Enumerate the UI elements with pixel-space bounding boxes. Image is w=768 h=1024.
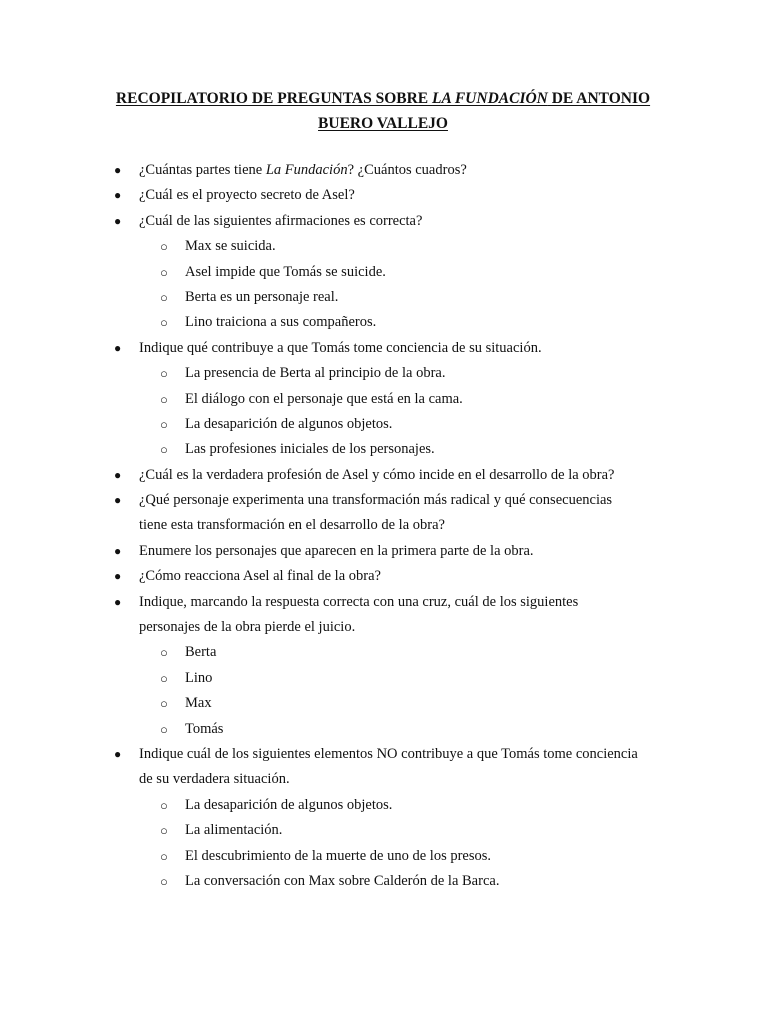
question-3-option: ○ Asel impide que Tomás se suicide. xyxy=(0,260,768,285)
question-9-option: ○ Lino xyxy=(0,666,768,691)
bullet-icon: ● xyxy=(114,543,122,558)
question-4-option: ○ Las profesiones iniciales de los personajes. xyxy=(0,437,768,462)
question-10-continuation: de su verdadera situación. xyxy=(139,771,290,788)
circle-bullet-icon: ○ xyxy=(160,289,168,305)
circle-bullet-icon: ○ xyxy=(160,366,168,382)
question-4-option: ○ La desaparición de algunos objetos. xyxy=(0,412,768,437)
bullet-icon: ● xyxy=(114,493,122,508)
question-10-option: ○ La alimentación. xyxy=(0,818,768,843)
question-3: ● ¿Cuál de las siguientes afirmaciones es correcta? xyxy=(0,209,768,234)
circle-bullet-icon: ○ xyxy=(160,721,168,737)
question-10-option: ○ La desaparición de algunos objetos. xyxy=(0,793,768,818)
question-6: ● ¿Qué personaje experimenta una transformación más radical y qué consecuencias xyxy=(0,488,768,513)
question-9-option: ○ Max xyxy=(0,691,768,716)
question-4-option: ○ La presencia de Berta al principio de la obra. xyxy=(0,361,768,386)
question-9-option: ○ Tomás xyxy=(0,717,768,742)
bullet-icon: ● xyxy=(114,594,122,609)
bullet-icon: ● xyxy=(114,213,122,228)
question-7: ● Enumere los personajes que aparecen en la primera parte de la obra. xyxy=(0,539,768,564)
circle-bullet-icon: ○ xyxy=(160,696,168,712)
bullet-icon: ● xyxy=(114,467,122,482)
question-9-option: ○ Berta xyxy=(0,640,768,665)
circle-bullet-icon: ○ xyxy=(160,797,168,813)
bullet-icon: ● xyxy=(114,569,122,584)
bullet-icon: ● xyxy=(114,163,122,177)
circle-bullet-icon: ○ xyxy=(160,670,168,686)
title-line-2: BUERO VALLEJO xyxy=(318,115,448,132)
circle-bullet-icon: ○ xyxy=(160,823,168,839)
circle-bullet-icon: ○ xyxy=(160,645,168,661)
bullet-icon: ● xyxy=(114,188,122,203)
question-4: ● Indique qué contribuye a que Tomás tome conciencia de su situación. xyxy=(0,336,768,361)
question-4-option: ○ El diálogo con el personaje que está en la cama. xyxy=(0,387,768,412)
question-9-continuation: personajes de la obra pierde el juicio. xyxy=(139,619,356,636)
circle-bullet-icon: ○ xyxy=(160,873,168,889)
circle-bullet-icon: ○ xyxy=(160,416,168,432)
circle-bullet-icon: ○ xyxy=(160,315,168,331)
question-8: ● ¿Cómo reacciona Asel al final de la obra? xyxy=(0,564,768,589)
bullet-icon: ● xyxy=(114,746,122,761)
bullet-icon: ● xyxy=(114,340,122,355)
question-1: ● ¿Cuántas partes tiene La Fundación? ¿Cuántos cuadros? xyxy=(0,158,768,183)
title-line-1: RECOPILATORIO DE PREGUNTAS SOBRE LA FUNDACIÓN DE ANTONIO xyxy=(115,90,651,107)
question-list xyxy=(0,158,768,894)
circle-bullet-icon: ○ xyxy=(160,264,168,280)
question-10-option: ○ El descubrimiento de la muerte de uno de los presos. xyxy=(0,844,768,869)
question-6-continuation: tiene esta transformación en el desarrollo de la obra? xyxy=(139,517,445,534)
question-9: ● Indique, marcando la respuesta correcta con una cruz, cuál de los siguientes xyxy=(0,590,768,615)
question-3-option: ○ Lino traiciona a sus compañeros. xyxy=(0,310,768,335)
question-5: ● ¿Cuál es la verdadera profesión de Asel y cómo incide en el desarrollo de la obra? xyxy=(0,463,768,488)
question-2: ● ¿Cuál es el proyecto secreto de Asel? xyxy=(0,183,768,208)
question-10: ● Indique cuál de los siguientes elementos NO contribuye a que Tomás tome conciencia xyxy=(0,742,768,767)
circle-bullet-icon: ○ xyxy=(160,848,168,864)
circle-bullet-icon: ○ xyxy=(160,391,168,407)
circle-bullet-icon: ○ xyxy=(160,442,168,458)
circle-bullet-icon: ○ xyxy=(160,239,168,255)
question-3-option: ○ Max se suicida. xyxy=(0,234,768,259)
question-3-option: ○ Berta es un personaje real. xyxy=(0,285,768,310)
document-title xyxy=(100,86,666,136)
question-10-option: ○ La conversación con Max sobre Calderón de la Barca. xyxy=(0,869,768,894)
